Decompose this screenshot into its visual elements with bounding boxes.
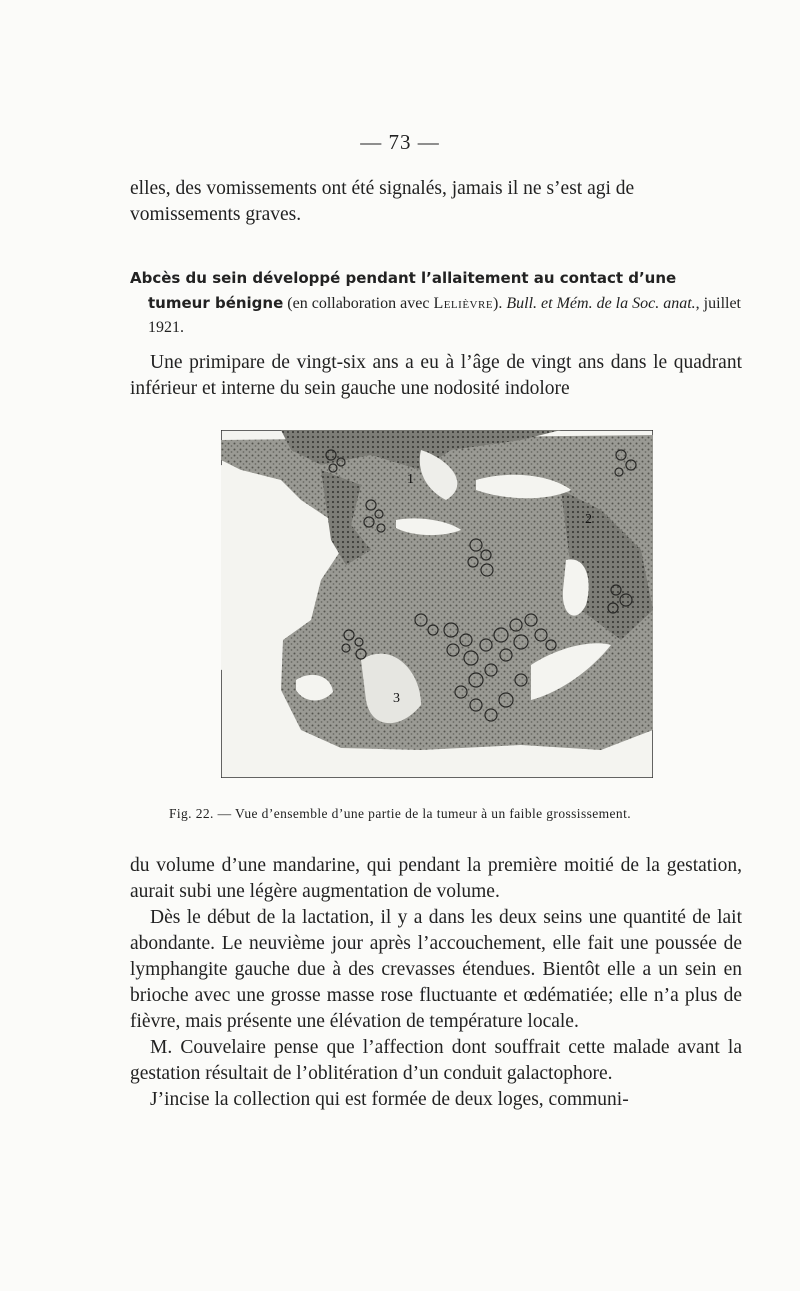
paragraph-text: Une primipare de vingt-six ans a eu à l’âge de vingt ans dans le quadrant inférieur et interne du sein gauche une nodosité indolore [130,352,742,399]
citation-text: (en collaboration avec [283,295,434,312]
text-line: vomissements graves. [130,204,302,225]
bibliographic-entry [130,266,742,340]
paragraph-continuation [130,176,742,228]
paragraph [130,350,742,402]
figure-label-3: 3 [393,691,400,706]
entry-title-end: tumeur bénigne [148,294,284,312]
figure-caption [0,806,800,822]
paragraph-text: J’incise la collection qui est formée de deux loges, communi- [150,1089,629,1110]
page-number: — 73 — [360,130,440,154]
entry-title: Abcès du sein développé pendant l’allaitement au contact d’une [130,269,677,287]
citation-date: , juillet 1921. [148,295,741,336]
entry-citation [130,291,742,340]
figure-label-1: 1 [407,472,414,487]
histology-figure [221,430,653,778]
caption-prefix: Fig. 22. — [168,806,232,821]
coauthor-name: Lelièvre [433,295,494,312]
citation-text: ). [493,295,507,312]
figure-label-2: 2 [585,512,592,527]
paragraph-text: du volume d’une mandarine, qui pendant la première moitié de la gestation, aurait subi une légère augmentation de volume. [130,855,742,902]
text-line: elles, des vomissements ont été signalés, jamais il ne s’est agi de [130,178,635,199]
paragraph-text: M. Couvelaire pense que l’affection dont souffrait cette malade avant la gestation résultait de l’oblitération d’un conduit galactophore. [130,1037,742,1084]
journal-name: Bull. et Mém. de la Soc. anat. [506,295,696,312]
paragraph-text: Dès le début de la lactation, il y a dans les deux seins une quantité de lait abondante. Le neuvième jour après l’accouchement, elle fait une poussée de lymphangite gauche due à des crevasses étendues. Bientôt elle a un sein en brioche avec une grosse masse rose fluctuante et œdématiée; elle n’a plus de fièvre, mais présente une élévation de température locale. [130,907,742,1032]
caption-text: Vue d’ensemble d’une partie de la tumeur à un faible grossissement. [235,806,632,821]
micrograph-image [221,430,653,778]
body-text [130,853,742,1113]
